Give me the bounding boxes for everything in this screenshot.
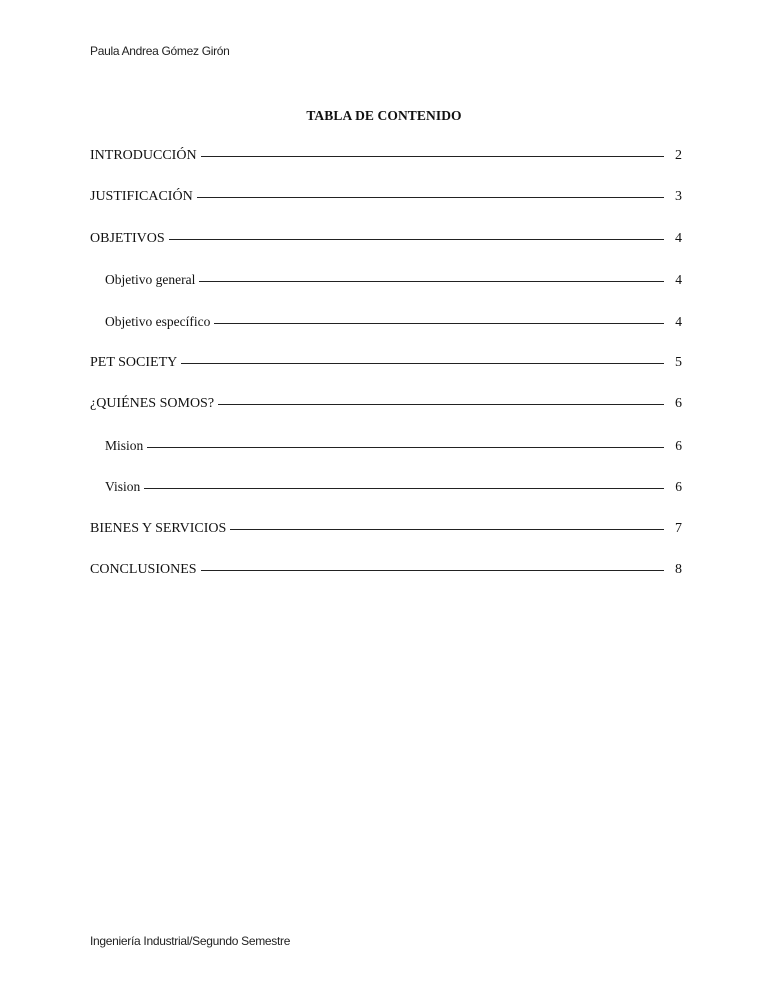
toc-entry-page: 6: [675, 437, 682, 453]
toc-entry-label: BIENES Y SERVICIOS: [90, 520, 227, 536]
toc-entry-objetivo-general[interactable]: [90, 272, 682, 313]
toc-entry-label: Objetivo general: [105, 272, 196, 288]
toc-leader-line: [169, 239, 664, 240]
toc-entry-page: 4: [675, 272, 682, 288]
toc-entry-introduccion[interactable]: [90, 148, 682, 189]
toc-entry-page: 3: [675, 189, 682, 205]
toc-leader-line: [201, 156, 664, 157]
toc-list: [90, 148, 682, 603]
toc-entry-quienes-somos[interactable]: [90, 396, 682, 437]
toc-entry-label: OBJETIVOS: [90, 230, 165, 246]
toc-leader-line: [218, 404, 664, 405]
toc-entry-page: 6: [675, 479, 682, 495]
toc-entry-mision[interactable]: [90, 438, 682, 479]
page-header-author: Paula Andrea Gómez Girón: [90, 44, 230, 58]
toc-entry-bienes-y-servicios[interactable]: [90, 521, 682, 562]
toc-entry-label: Mision: [105, 437, 144, 453]
toc-leader-line: [214, 323, 664, 324]
page-footer: Ingeniería Industrial/Segundo Semestre: [90, 934, 291, 948]
toc-leader-line: [144, 488, 664, 489]
toc-leader-line: [197, 197, 664, 198]
toc-title: TABLA DE CONTENIDO: [306, 108, 462, 123]
toc-entry-objetivo-especifico[interactable]: [90, 314, 682, 355]
toc-entry-page: 5: [675, 354, 682, 370]
toc-entry-label: CONCLUSIONES: [90, 561, 197, 577]
toc-leader-line: [199, 281, 664, 282]
toc-leader-line: [147, 447, 664, 448]
toc-entry-pet-society[interactable]: [90, 355, 682, 396]
toc-entry-label: JUSTIFICACIÓN: [90, 189, 193, 205]
toc-entry-conclusiones[interactable]: [90, 562, 682, 603]
toc-entry-label: INTRODUCCIÓN: [90, 148, 197, 163]
toc-leader-line: [181, 363, 664, 364]
toc-entry-page: 2: [675, 148, 682, 163]
toc-entry-label: PET SOCIETY: [90, 354, 178, 370]
toc-entry-label: Objetivo específico: [105, 313, 211, 329]
toc-entry-vision[interactable]: [90, 479, 682, 520]
toc-leader-line: [230, 529, 664, 530]
toc-entry-label: Vision: [105, 479, 141, 495]
toc-entry-objetivos[interactable]: [90, 231, 682, 272]
toc-entry-page: 4: [675, 313, 682, 329]
toc-entry-page: 4: [675, 230, 682, 246]
toc-leader-line: [201, 570, 664, 571]
toc-entry-page: 8: [675, 561, 682, 577]
toc-entry-page: 7: [675, 520, 682, 536]
toc-entry-justificacion[interactable]: [90, 189, 682, 230]
toc-entry-page: 6: [675, 396, 682, 412]
toc-entry-label: ¿QUIÉNES SOMOS?: [90, 396, 215, 412]
